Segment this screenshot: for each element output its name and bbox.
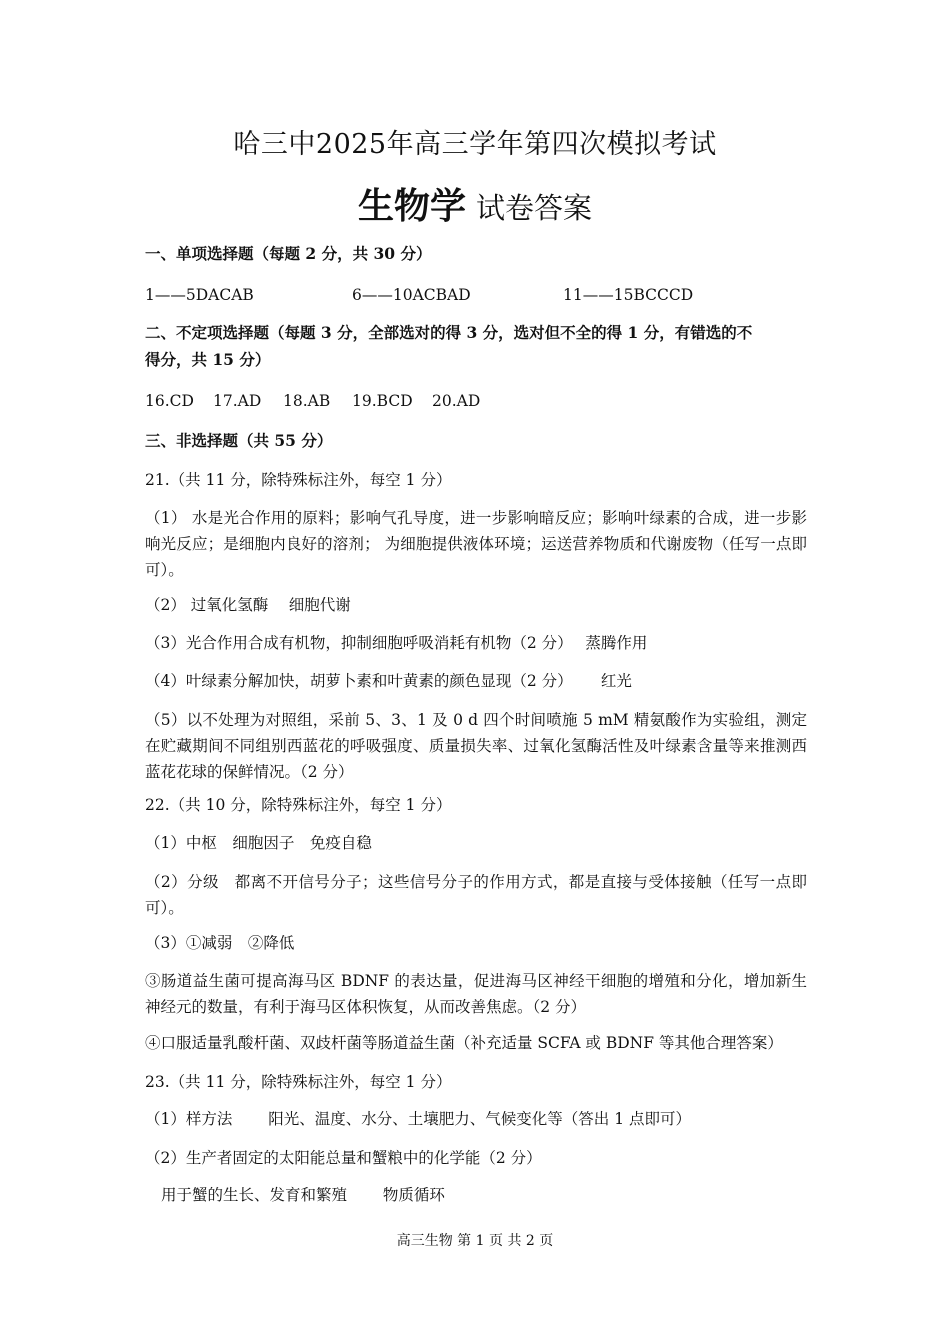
answer-18: 18.AB (283, 392, 331, 410)
q23-answer-1: （1）样方法 阳光、温度、水分、土壤肥力、气候变化等（答出 1 点即可） (145, 1110, 692, 1128)
exam-title: 哈三中2025年高三学年第四次模拟考试 (233, 129, 717, 160)
section2-answers (145, 388, 807, 414)
subject-name: 生物学 (357, 185, 466, 227)
q21-answer-2: （2） 过氧化氢酶 细胞代谢 (145, 596, 351, 614)
mc-answer-6-10: 6——10ACBAD (352, 286, 471, 304)
doc-type: 试卷答案 (476, 191, 593, 225)
answer-17: 17.AD (213, 392, 262, 410)
mc-answer-11-15: 11——15BCCCD (563, 286, 694, 304)
mc-answer-1-5: 1——5DACAB (145, 286, 254, 304)
q23-answer-2: （2）生产者固定的太阳能总量和蟹粮中的化学能（2 分） (145, 1149, 542, 1167)
q22-answer-3: （3）①减弱 ②降低 (145, 934, 295, 952)
q22-header: 22.（共 10 分，除特殊标注外，每空 1 分） (145, 796, 452, 814)
section1-heading: 一、单项选择题（每题 2 分，共 30 分） (145, 244, 432, 263)
q23-answer-2b: 用于蟹的生长、发育和繁殖 物质循环 (161, 1186, 445, 1204)
q21-answer-3: （3）光合作用合成有机物，抑制细胞呼吸消耗有机物（2 分） 蒸腾作用 (145, 634, 648, 652)
q22-answer-3c: ③肠道益生菌可提高海马区 BDNF 的表达量，促进海马区神经干细胞的增殖和分化，增加新生神经元的数量，有利于海马区体积恢复，从而改善焦虑。（2 分） (145, 972, 807, 1016)
section3-heading: 三、非选择题（共 55 分） (145, 431, 333, 450)
section1-answers (145, 282, 807, 308)
answer-16: 16.CD (145, 392, 194, 410)
page-footer: 高三生物 第 1 页 共 2 页 (396, 1233, 554, 1249)
q22-answer-2: （2）分级 都离不开信号分子；这些信号分子的作用方式，都是直接与受体接触（任写一点即可）。 (145, 873, 807, 917)
q21-answer-5: （5）以不处理为对照组，采前 5、3、1 及 0 d 四个时间喷施 5 mM 精氨酸作为实验组，测定在贮藏期间不同组别西蓝花的呼吸强度、质量损失率、过氧化氢酶活性及叶绿素含量等来推测西蓝花花球的保鲜情况。（2 分） (145, 711, 807, 781)
answer-19: 19.BCD (352, 392, 413, 410)
q21-answer-4: （4）叶绿素分解加快，胡萝卜素和叶黄素的颜色显现（2 分） 红光 (145, 672, 632, 690)
section2-heading-line2: 得分，共 15 分） (145, 350, 271, 369)
q22-answer-3d: ④口服适量乳酸杆菌、双歧杆菌等肠道益生菌（补充适量 SCFA 或 BDNF 等其他合理答案） (145, 1034, 783, 1052)
q23-header: 23.（共 11 分，除特殊标注外，每空 1 分） (145, 1073, 452, 1091)
subject-title (0, 178, 950, 229)
answer-20: 20.AD (432, 392, 481, 410)
section2-heading-line1: 二、不定项选择题（每题 3 分，全部选对的得 3 分，选对但不全的得 1 分，有错选的不 (145, 323, 753, 342)
q21-answer-1: （1） 水是光合作用的原料；影响气孔导度，进一步影响暗反应；影响叶绿素的合成，进一步影响光反应；是细胞内良好的溶剂； 为细胞提供液体环境；运送营养物质和代谢废物（任写一点即可）。 (145, 509, 807, 579)
q21-header: 21.（共 11 分，除特殊标注外，每空 1 分） (145, 471, 452, 489)
q22-answer-1: （1）中枢 细胞因子 免疫自稳 (145, 834, 372, 852)
